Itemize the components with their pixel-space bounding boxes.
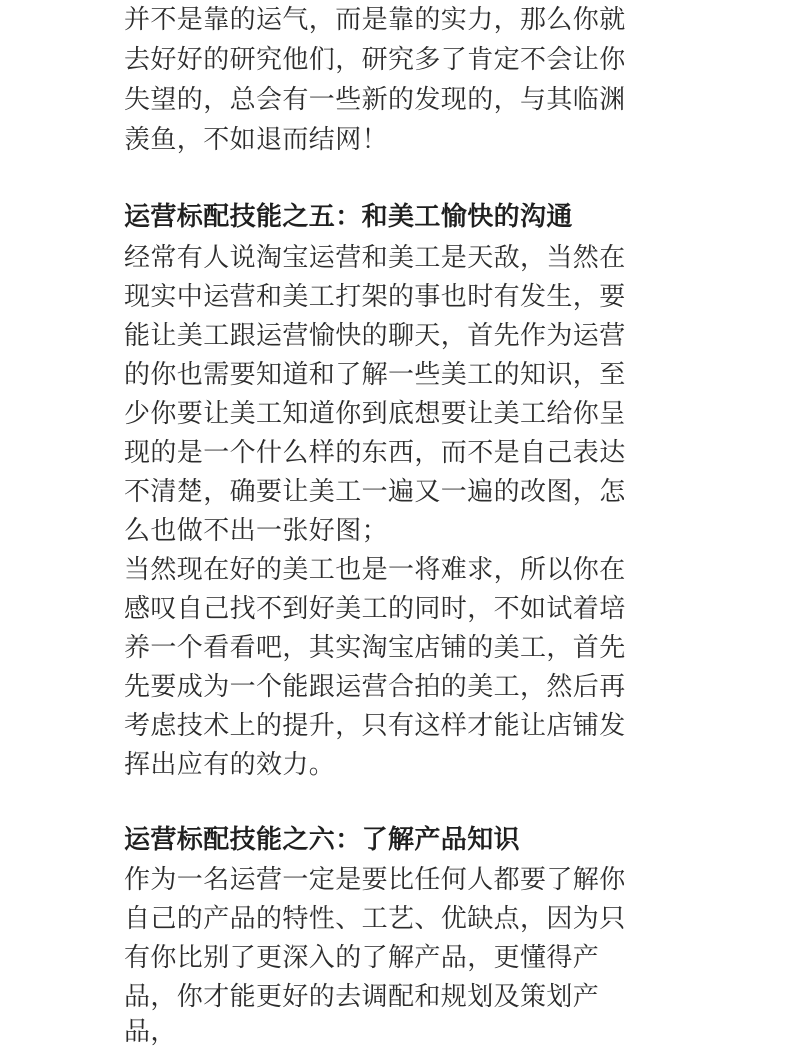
section5-paragraph1-line: 现实中运营和美工打架的事也时有发生，要 [124,282,626,312]
intro-line: 并不是靠的运气，而是靠的实力，那么你就 [124,5,626,35]
intro-line: 去好好的研究他们，研究多了肯定不会让你 [124,45,626,75]
section6-paragraph1-line: 品， [124,1017,177,1047]
section5-paragraph1-line: 么也做不出一张好图； [124,516,389,546]
section6-paragraph1-line: 作为一名运营一定是要比任何人都要了解你 [124,865,626,895]
section5-paragraph1-line: 能让美工跟运营愉快的聊天，首先作为运营 [124,321,626,351]
section5-paragraph2-line: 感叹自己找不到好美工的同时，不如试着培 [124,594,626,624]
section5-paragraph1-line: 的你也需要知道和了解一些美工的知识，至 [124,360,626,390]
section6-paragraph1-line: 有你比别了更深入的了解产品，更懂得产 [124,943,600,973]
section5-paragraph2-line: 先要成为一个能跟运营合拍的美工，然后再 [124,672,626,702]
intro-line: 羡鱼，不如退而结网！ [124,125,389,155]
section-heading-6: 运营标配技能之六：了解产品知识 [124,825,521,855]
section6-paragraph1-line: 自己的产品的特性、工艺、优缺点，因为只 [124,904,626,934]
section5-paragraph2-line: 考虑技术上的提升，只有这样才能让店铺发 [124,711,626,741]
section-heading-5: 运营标配技能之五：和美工愉快的沟通 [124,202,573,232]
section5-paragraph1-line: 现的是一个什么样的东西，而不是自己表达 [124,438,626,468]
section5-paragraph2-line: 当然现在好的美工也是一将难求，所以你在 [124,555,626,585]
intro-line: 失望的，总会有一些新的发现的，与其临渊 [124,85,626,115]
section5-paragraph1-line: 不清楚，确要让美工一遍又一遍的改图，怎 [124,477,626,507]
section5-paragraph1-line: 经常有人说淘宝运营和美工是天敌，当然在 [124,243,626,273]
section5-paragraph2-line: 养一个看看吧，其实淘宝店铺的美工，首先 [124,633,626,663]
section5-paragraph2-line: 挥出应有的效力。 [124,750,336,780]
section6-paragraph1-line: 品，你才能更好的去调配和规划及策划产 [124,982,600,1012]
section5-paragraph1-line: 少你要让美工知道你到底想要让美工给你呈 [124,399,626,429]
